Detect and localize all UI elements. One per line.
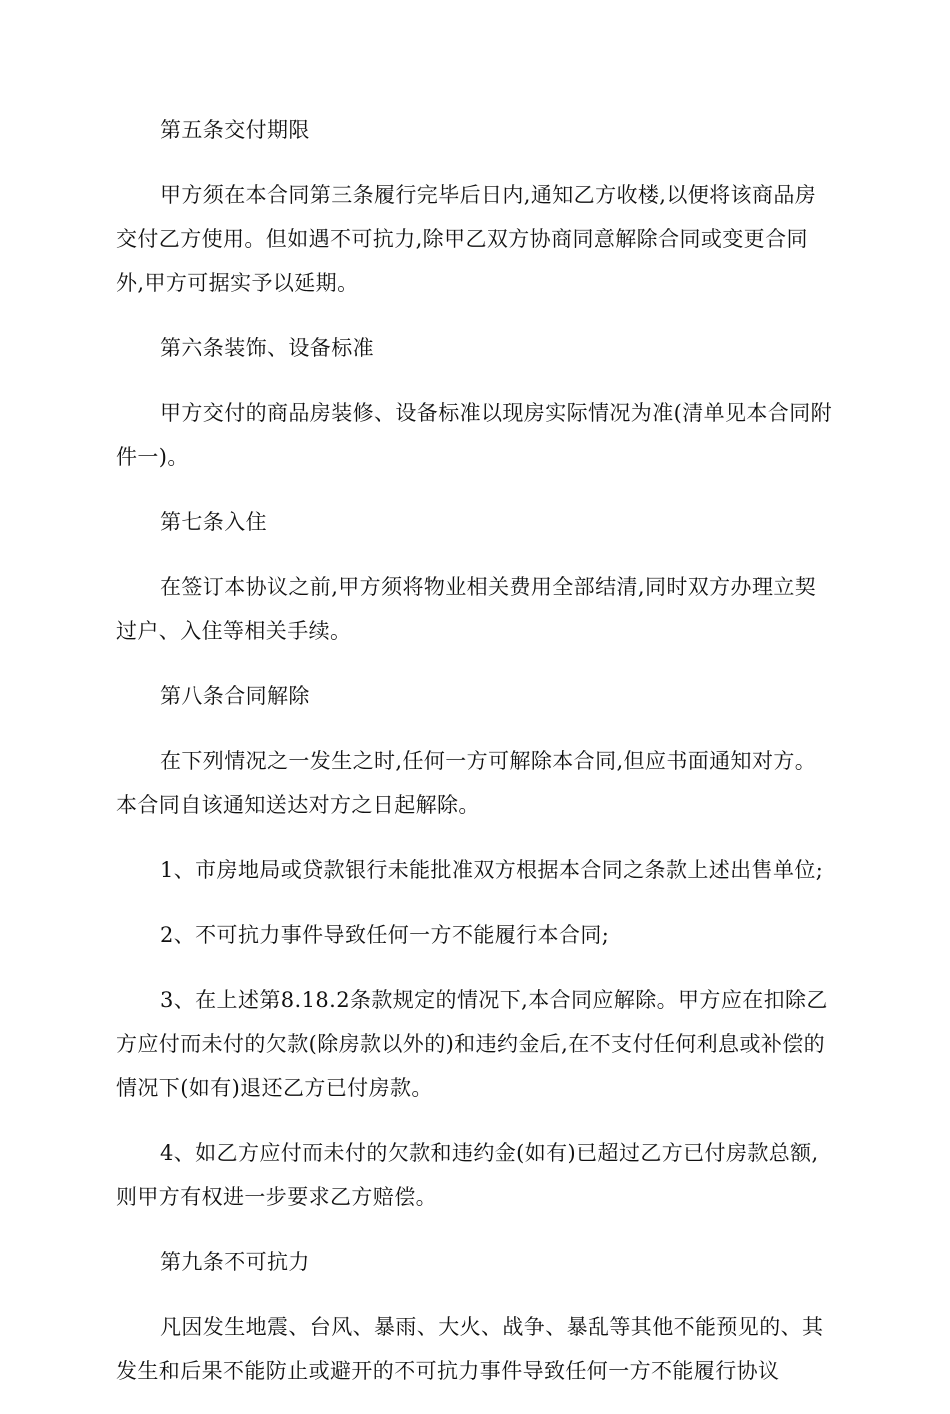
article-7-body: 在签订本协议之前,甲方须将物业相关费用全部结清,同时双方办理立契过户、入住等相关手续。: [116, 575, 817, 643]
article-9-body: 凡因发生地震、台风、暴雨、大火、战争、暴乱等其他不能预见的、其发生和后果不能防止或避开的不可抗力事件导致任何一方不能履行协议: [116, 1315, 824, 1383]
article-9-heading: 第九条不可抗力: [160, 1250, 310, 1274]
article-8-body: 在下列情况之一发生之时,任何一方可解除本合同,但应书面通知对方。本合同自该通知送达对方之日起解除。: [116, 749, 817, 817]
article-8-item-1: 1、市房地局或贷款银行未能批准双方根据本合同之条款上述出售单位;: [160, 858, 824, 882]
article-7-heading: 第七条入住: [160, 510, 267, 534]
article-6-heading: 第六条装饰、设备标准: [160, 336, 374, 360]
article-6-body: 甲方交付的商品房装修、设备标准以现房实际情况为准(清单见本合同附件一)。: [116, 401, 832, 469]
document-page: [116, 108, 836, 1414]
article-5-heading: 第五条交付期限: [160, 118, 310, 142]
article-8-item-3: 3、在上述第8.18.2条款规定的情况下,本合同应解除。甲方应在扣除乙方应付而未付的欠款(除房款以外的)和违约金后,在不支付任何利息或补偿的情况下(如有)退还乙方已付房款。: [116, 988, 828, 1100]
article-5-body: 甲方须在本合同第三条履行完毕后日内,通知乙方收楼,以便将该商品房交付乙方使用。但如遇不可抗力,除甲乙双方协商同意解除合同或变更合同外,甲方可据实予以延期。: [116, 183, 817, 295]
article-8-item-4: 4、如乙方应付而未付的欠款和违约金(如有)已超过乙方已付房款总额,则甲方有权进一步要求乙方赔偿。: [116, 1141, 819, 1209]
article-8-heading: 第八条合同解除: [160, 684, 310, 708]
article-8-item-2: 2、不可抗力事件导致任何一方不能履行本合同;: [160, 923, 610, 947]
